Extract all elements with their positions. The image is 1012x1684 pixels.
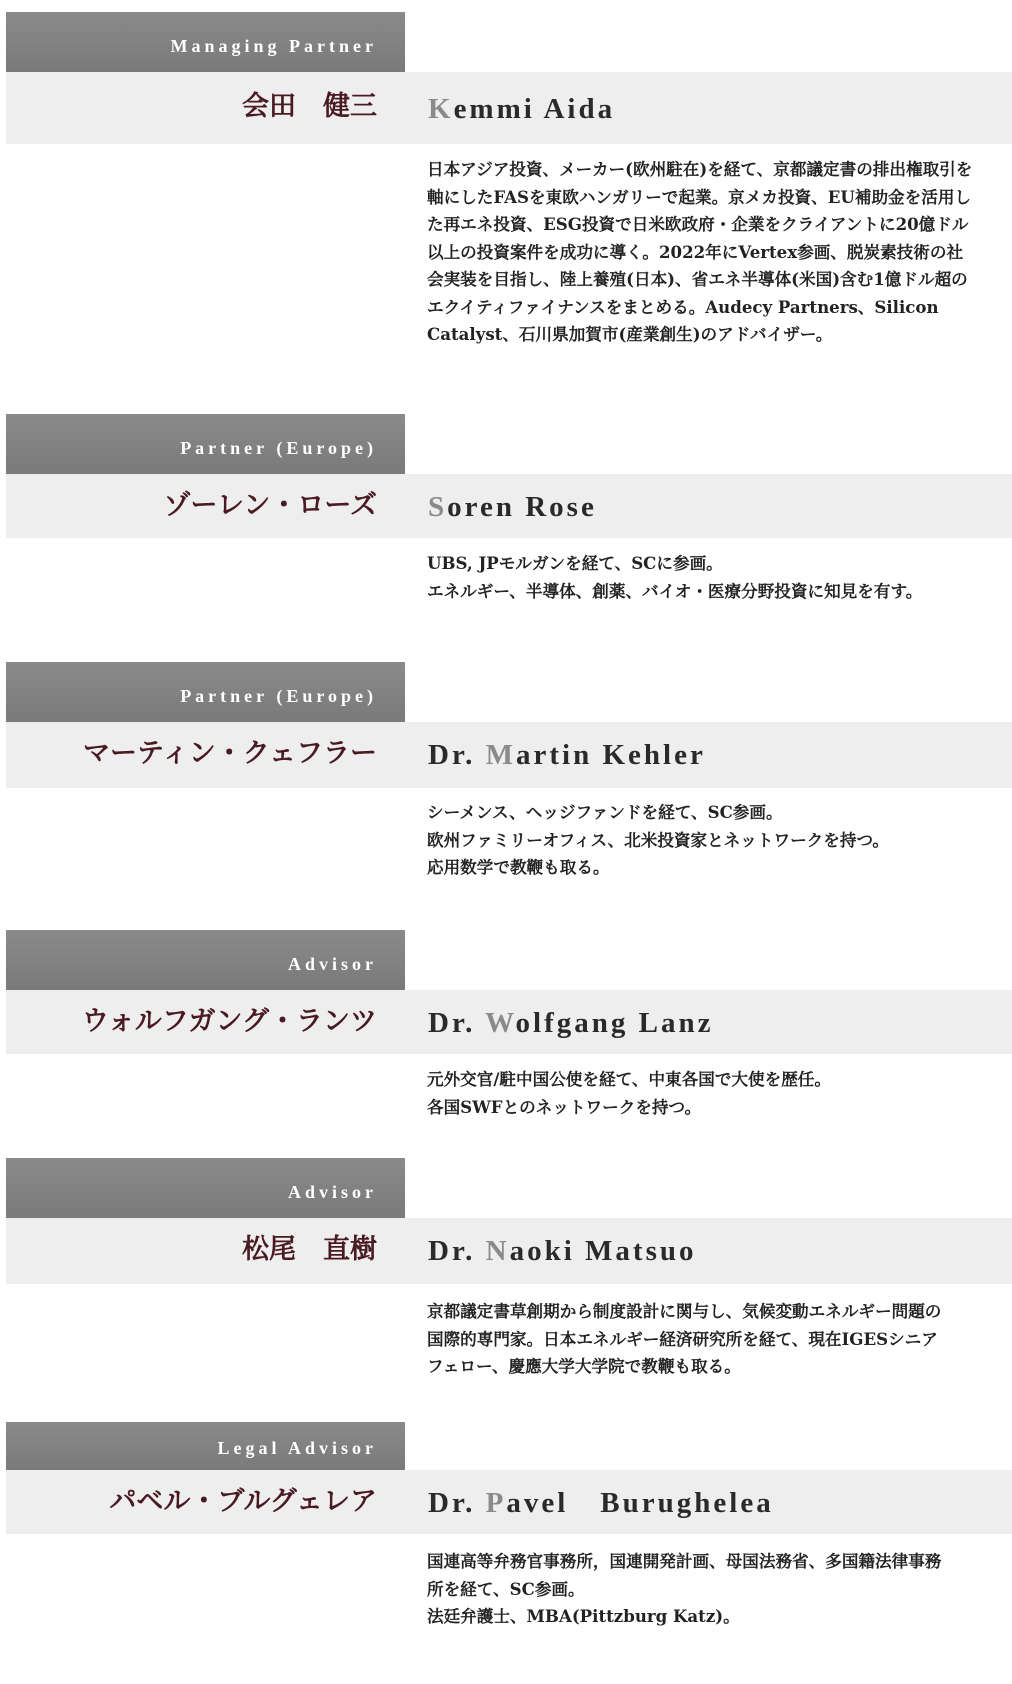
name-initial: K [428, 93, 454, 125]
japanese-name: マーティン・クェフラー [82, 738, 377, 769]
name-initial: P [485, 1487, 507, 1519]
name-row [6, 72, 1012, 144]
role-label: Managing Partner [6, 12, 405, 72]
bio-text: シーメンス、ヘッジファンドを経て、SC参画。 欧州ファミリーオフィス、北米投資家とネットワークを持つ。 応用数学で教鞭も取る。 [427, 802, 889, 877]
japanese-name: ゾーレン・ローズ [163, 490, 377, 521]
english-name: Dr. Naoki Matsuo [428, 1235, 697, 1267]
english-name: Soren Rose [428, 491, 597, 523]
bio-text: 京都議定書草創期から制度設計に関与し、気候変動エネルギー問題の 国際的専門家。日本エネルギー経済研究所を経て、現在IGESシニア フェロー、慶應大学大学院で教鞭も取る。 [427, 1301, 942, 1376]
name-initial: S [428, 491, 448, 523]
bio-text: 国連高等弁務官事務所，国連開発計画、母国法務省、多国籍法律事務 所を経て、SC参画。 法廷弁護士、MBA(Pittzburg Katz)。 [427, 1551, 942, 1626]
name-row [6, 990, 1012, 1054]
japanese-name: パベル・ブルグェレア [109, 1486, 377, 1517]
english-name: Dr. Pavel Burughelea [428, 1487, 774, 1519]
role-label: Partner (Europe) [6, 414, 405, 474]
name-row [6, 1218, 1012, 1284]
name-initial: M [485, 739, 517, 771]
name-row [6, 722, 1012, 788]
english-name: Kemmi Aida [428, 93, 616, 125]
japanese-name: 松尾 直樹 [242, 1234, 377, 1265]
japanese-name: ウォルフガング・ランツ [81, 1006, 377, 1037]
role-label: Legal Advisor [6, 1422, 405, 1470]
english-name: Dr. Wolfgang Lanz [428, 1007, 714, 1039]
bio-text: 元外交官/駐中国公使を経て、中東各国で大使を歴任。 各国SWFとのネットワークを持つ。 [427, 1069, 831, 1117]
name-row [6, 474, 1012, 538]
role-label: Partner (Europe) [6, 662, 405, 722]
english-name: Dr. Martin Kehler [428, 739, 706, 771]
role-label: Advisor [6, 1158, 405, 1218]
name-row [6, 1470, 1012, 1534]
bio-text: UBS, JPモルガンを経て、SCに参画。 エネルギー、半導体、創薬、バイオ・医療分野投資に知見を有す。 [427, 553, 923, 601]
japanese-name: 会田 健三 [242, 91, 377, 122]
bio-text: 日本アジア投資、メーカー(欧州駐在)を経て、京都議定書の排出権取引を 軸にしたFASを東欧ハンガリーで起業。京メカ投資、EU補助金を活用し た再エネ投資、ESG投資で日米欧政府・企業をクライアントに20億ドル 以上の投資案件を成功に導く。2022年にVertex参画、脱炭素技術の社 会実装を目指し、陸上養殖(日本)、省エネ半導体(米国)含む1億ドル超の エクイティファイナンスをまとめる。Audecy Partners、Silicon Catalyst、石川県加賀市(産業創生)のアドバイザー。 [427, 159, 973, 344]
name-initial: N [485, 1235, 510, 1267]
role-label: Advisor [6, 930, 405, 990]
name-initial: W [485, 1007, 516, 1039]
